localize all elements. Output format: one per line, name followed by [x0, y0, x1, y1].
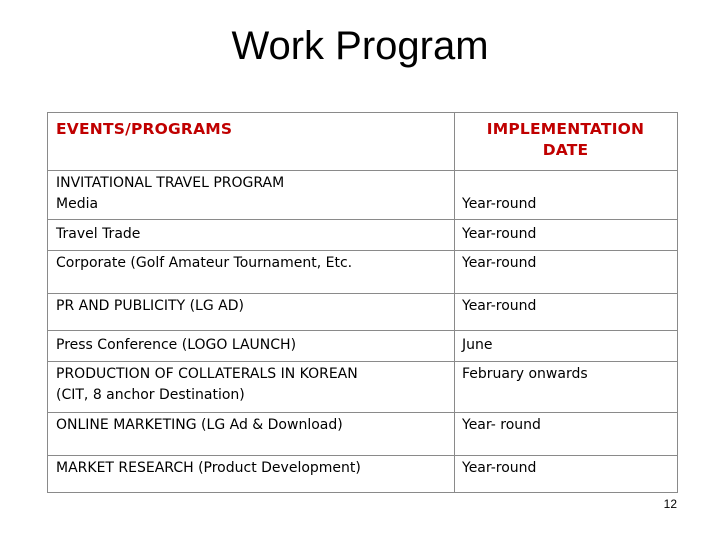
- date-cell: Year-round: [455, 171, 678, 220]
- event-cell: Press Conference (LOGO LAUNCH): [48, 331, 455, 362]
- event-cell: MARKET RESEARCH (Product Development): [48, 456, 455, 493]
- event-cell: ONLINE MARKETING (LG Ad & Download): [48, 413, 455, 456]
- work-program-table: [47, 112, 678, 493]
- page-title: Work Program: [231, 24, 489, 68]
- date-cell: Year-round: [455, 294, 678, 331]
- date-cell: Year- round: [455, 413, 678, 456]
- date-cell: Year-round: [455, 251, 678, 294]
- date-cell: June: [455, 331, 678, 362]
- event-cell: [48, 362, 455, 413]
- event-cell: Corporate (Golf Amateur Tournament, Etc.: [48, 251, 455, 294]
- table-row: [48, 362, 678, 413]
- table-row: [48, 413, 678, 456]
- date-cell: February onwards: [455, 362, 678, 413]
- event-line2: Media: [56, 196, 99, 212]
- event-cell: Travel Trade: [48, 220, 455, 251]
- page-number: 12: [663, 497, 677, 511]
- event-line2: (CIT, 8 anchor Destination): [56, 387, 245, 403]
- date-cell: Year-round: [455, 456, 678, 493]
- header-date-line2: DATE: [542, 141, 589, 159]
- header-implementation-date: [455, 113, 678, 171]
- event-line1: INVITATIONAL TRAVEL PROGRAM: [56, 175, 285, 191]
- table-row: [48, 294, 678, 331]
- table-row: [48, 456, 678, 493]
- event-line1: PRODUCTION OF COLLATERALS IN KOREAN: [56, 366, 358, 382]
- event-cell: PR AND PUBLICITY (LG AD): [48, 294, 455, 331]
- table-row: [48, 171, 678, 220]
- header-events-programs: EVENTS/PROGRAMS: [48, 113, 455, 171]
- event-cell: [48, 171, 455, 220]
- table-row: [48, 331, 678, 362]
- table-row: [48, 251, 678, 294]
- table-row: [48, 220, 678, 251]
- header-date-line1: IMPLEMENTATION: [486, 120, 645, 138]
- date-cell: Year-round: [455, 220, 678, 251]
- table-header-row: [48, 113, 678, 171]
